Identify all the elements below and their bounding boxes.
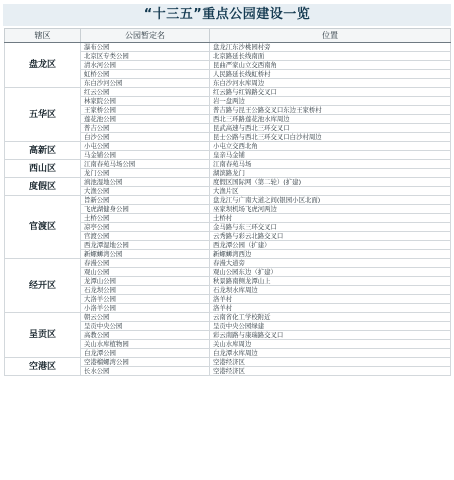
location-cell: 白龙潭水库周边 bbox=[210, 349, 451, 358]
district-cell: 经开区 bbox=[5, 259, 81, 313]
park-table bbox=[4, 28, 451, 376]
location-cell: 观山公园东边（扩建） bbox=[210, 268, 451, 277]
location-cell: 彩云南路与康瑞路交叉口 bbox=[210, 331, 451, 340]
district-cell: 度假区 bbox=[5, 178, 81, 196]
location-cell: 普吉路与昆王公路交叉口东边王家桥村 bbox=[210, 106, 451, 115]
location-cell: 人民路延长线虹桥村 bbox=[210, 70, 451, 79]
park-name-cell: 新螺蛳湾公园 bbox=[81, 250, 210, 259]
location-cell: 金马路与东三环交叉口 bbox=[210, 223, 451, 232]
location-cell: 昆士公路与西北三环交叉口白沙村周边 bbox=[210, 133, 451, 142]
location-cell: 盘龙江东沙桃园村旁 bbox=[210, 43, 451, 52]
location-cell: 东白沙河水库周边 bbox=[210, 79, 451, 88]
district-group bbox=[5, 43, 451, 88]
district-group bbox=[5, 142, 451, 160]
header-location: 位置 bbox=[210, 29, 451, 43]
table-row bbox=[5, 178, 451, 187]
park-name-cell: 石龙坝公园 bbox=[81, 286, 210, 295]
location-cell: 洛羊村 bbox=[210, 304, 451, 313]
park-name-cell: 长水公园 bbox=[81, 367, 210, 376]
park-name-cell: 高教公园 bbox=[81, 331, 210, 340]
location-cell: 湖滨路龙门 bbox=[210, 169, 451, 178]
park-name-cell: 龙潭山公园 bbox=[81, 277, 210, 286]
park-name-cell: 西龙潭湿地公园 bbox=[81, 241, 210, 250]
park-name-cell: 江南春苑马场公园 bbox=[81, 160, 210, 169]
park-name-cell: 小洛羊公园 bbox=[81, 304, 210, 313]
park-name-cell: 马金铺公园 bbox=[81, 151, 210, 160]
location-cell: 云南省化工学校附近 bbox=[210, 313, 451, 322]
park-name-cell: 虹桥公园 bbox=[81, 70, 210, 79]
park-name-cell: 王家桥公园 bbox=[81, 106, 210, 115]
location-cell: 昆武高速与西北三环交叉口 bbox=[210, 124, 451, 133]
park-name-cell: 空港榴螺湾公园 bbox=[81, 358, 210, 367]
location-cell: 度假区国际网（第二轮）(扩建) bbox=[210, 178, 451, 187]
location-cell: 西北三环路莲花池水库周边 bbox=[210, 115, 451, 124]
table-row bbox=[5, 88, 451, 97]
park-name-cell: 北京区专类公园 bbox=[81, 52, 210, 61]
location-cell: 小屯立交西北角 bbox=[210, 142, 451, 151]
park-name-cell: 滇池湿地公园 bbox=[81, 178, 210, 187]
park-name-cell: 东白沙河公园 bbox=[81, 79, 210, 88]
park-name-cell: 白龙潭公园 bbox=[81, 349, 210, 358]
location-cell: 皇亲马金铺 bbox=[210, 151, 451, 160]
location-cell: 岩一盘两边 bbox=[210, 97, 451, 106]
location-cell: 关山水库周边 bbox=[210, 340, 451, 349]
park-name-cell: 莲花池公园 bbox=[81, 115, 210, 124]
location-cell: 盘龙江与广南大道之间(银园小区北面) bbox=[210, 196, 451, 205]
district-group bbox=[5, 259, 451, 313]
district-group bbox=[5, 196, 451, 259]
park-name-cell: 土桥公园 bbox=[81, 214, 210, 223]
park-name-cell: 大洛羊公园 bbox=[81, 295, 210, 304]
park-name-cell: 龙门公园 bbox=[81, 169, 210, 178]
table-row bbox=[5, 358, 451, 367]
district-group bbox=[5, 178, 451, 196]
location-cell: 云秀路与彩云北路交叉口 bbox=[210, 232, 451, 241]
location-cell: 西龙潭公园（扩建） bbox=[210, 241, 451, 250]
park-name-cell: 瀑布公园 bbox=[81, 43, 210, 52]
park-name-cell: 春漫公园 bbox=[81, 259, 210, 268]
location-cell: 北京路延长线南面 bbox=[210, 52, 451, 61]
header-district: 辖区 bbox=[5, 29, 81, 43]
park-name-cell: 林家院公园 bbox=[81, 97, 210, 106]
location-cell: 空港经济区 bbox=[210, 358, 451, 367]
park-name-cell: 小屯公园 bbox=[81, 142, 210, 151]
location-cell: 江南春苑马场 bbox=[210, 160, 451, 169]
district-group bbox=[5, 88, 451, 142]
district-group bbox=[5, 160, 451, 178]
park-name-cell: 观山公园 bbox=[81, 268, 210, 277]
park-name-cell: 大渔公园 bbox=[81, 187, 210, 196]
park-name-cell: 飞虎湖健身公园 bbox=[81, 205, 210, 214]
park-name-cell: 呈贡中央公园 bbox=[81, 322, 210, 331]
park-name-cell: 官渡公园 bbox=[81, 232, 210, 241]
park-name-cell: 朝云公园 bbox=[81, 313, 210, 322]
district-group bbox=[5, 313, 451, 358]
location-cell: 洛羊村 bbox=[210, 295, 451, 304]
park-name-cell: 白沙公园 bbox=[81, 133, 210, 142]
location-cell: 呈贡中央公园绿建 bbox=[210, 322, 451, 331]
table-header bbox=[5, 29, 451, 43]
district-cell: 空港区 bbox=[5, 358, 81, 376]
table-row bbox=[5, 313, 451, 322]
table-row bbox=[5, 43, 451, 52]
park-name-cell: 清水河公园 bbox=[81, 61, 210, 70]
park-name-cell: 红云公园 bbox=[81, 88, 210, 97]
park-name-cell: 旨新公园 bbox=[81, 196, 210, 205]
location-cell: 红云路与红锦路交叉口 bbox=[210, 88, 451, 97]
location-cell: 秋景路南侧龙潭山上 bbox=[210, 277, 451, 286]
location-cell: 昆曲严家山立交西南角 bbox=[210, 61, 451, 70]
district-cell: 西山区 bbox=[5, 160, 81, 178]
table-row bbox=[5, 160, 451, 169]
district-group bbox=[5, 358, 451, 376]
location-cell: 土桥村 bbox=[210, 214, 451, 223]
table-row bbox=[5, 259, 451, 268]
location-cell: 大渔片区 bbox=[210, 187, 451, 196]
district-cell: 五华区 bbox=[5, 88, 81, 142]
table-row bbox=[5, 196, 451, 205]
park-name-cell: 普吉公园 bbox=[81, 124, 210, 133]
page-title: “十三五”重点公园建设一览 bbox=[3, 4, 451, 26]
district-cell: 官渡区 bbox=[5, 196, 81, 259]
location-cell: 新螺蛳湾西边 bbox=[210, 250, 451, 259]
table-row bbox=[5, 142, 451, 151]
district-cell: 高新区 bbox=[5, 142, 81, 160]
location-cell: 春漫大道旁 bbox=[210, 259, 451, 268]
header-row bbox=[5, 29, 451, 43]
location-cell: 巫家坝机场飞虎河两边 bbox=[210, 205, 451, 214]
park-name-cell: 凉亭公园 bbox=[81, 223, 210, 232]
district-cell: 呈贡区 bbox=[5, 313, 81, 358]
header-park-name: 公园暂定名 bbox=[81, 29, 210, 43]
park-name-cell: 关山水库植物园 bbox=[81, 340, 210, 349]
district-cell: 盘龙区 bbox=[5, 43, 81, 88]
location-cell: 石龙坝水库周边 bbox=[210, 286, 451, 295]
location-cell: 空港经济区 bbox=[210, 367, 451, 376]
